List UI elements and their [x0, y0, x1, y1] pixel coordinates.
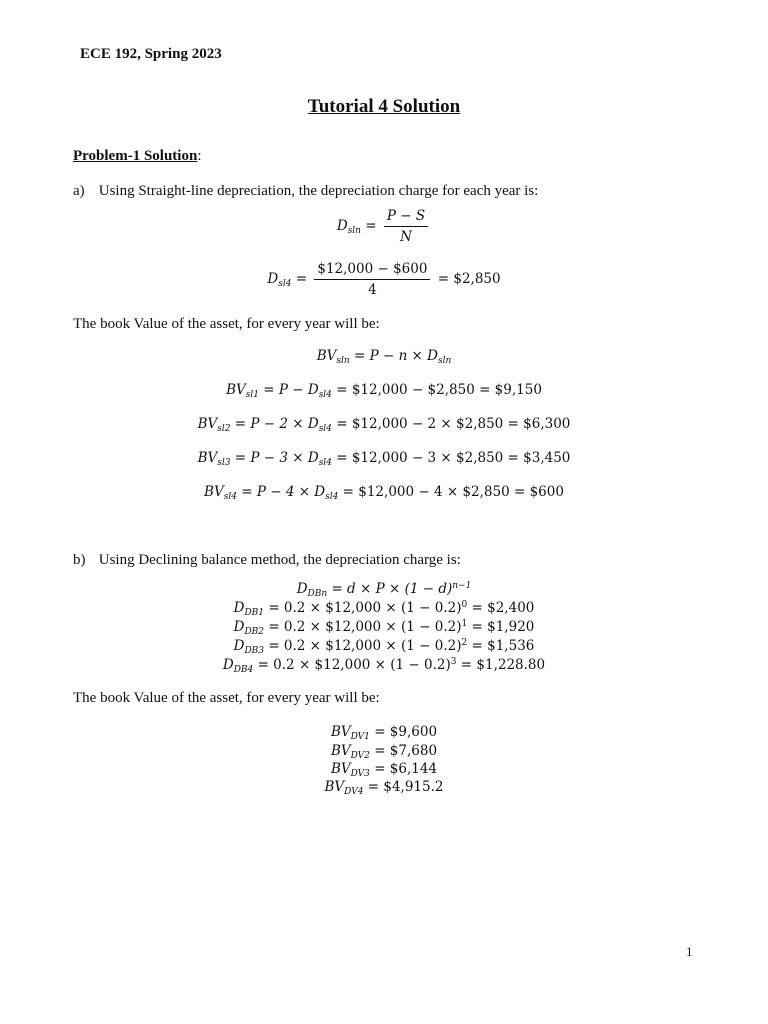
part-a-text: Using Straight-line depreciation, the depreciation charge for each year is: [98, 183, 539, 199]
calc-result: = $2,850 [437, 271, 501, 287]
db-row-lhs: D [233, 638, 245, 654]
bv-row-calc: = $12,000 − 3 × $2,850 = $3,450 [336, 450, 571, 466]
page-number: 1 [686, 944, 693, 959]
db-depreciation-row [0, 657, 768, 673]
db-book-value-row [0, 743, 768, 759]
db-row-result: = $2,400 [471, 600, 535, 616]
sl-book-value-row [0, 450, 768, 466]
db-row-result: = $1,920 [471, 619, 535, 635]
db-row-rhs: = 0.2 × $12,000 × (1 − 0.2) [268, 619, 462, 635]
problem-heading-colon: : [197, 148, 202, 164]
db-row-sup: 1 [461, 619, 468, 629]
bv-row-dsub: sl4 [325, 492, 339, 502]
formula-lhs-sub: sln [347, 226, 361, 236]
db-bv-value: = $4,915.2 [367, 779, 444, 795]
db-bv-lhs: BV [330, 743, 351, 759]
db-row-rhs: = 0.2 × $12,000 × (1 − 0.2) [257, 657, 451, 673]
bv-formula-rhs: = P − n × D [353, 348, 438, 364]
problem-heading [73, 148, 202, 165]
bv-row-calc: = $12,000 − 4 × $2,850 = $600 [342, 484, 564, 500]
course-header: ECE 192, Spring 2023 [80, 46, 222, 62]
bv-row-sub: sl4 [223, 492, 237, 502]
db-bv-value: = $9,600 [374, 724, 438, 740]
db-row-sub: DB1 [244, 608, 265, 618]
bv-row-dsub: sl4 [318, 458, 332, 468]
db-formula-rhs: = d × P × (1 − d) [331, 581, 453, 597]
db-formula-sup: n−1 [452, 581, 472, 591]
db-bv-sub: DV1 [350, 732, 370, 742]
db-bv-value: = $6,144 [374, 761, 438, 777]
bv-row-calc: = $12,000 − 2 × $2,850 = $6,300 [336, 416, 571, 432]
bv-row-sub: sl1 [245, 390, 259, 400]
db-bv-sub: DV2 [350, 751, 370, 761]
bv-row-lhs: BV [226, 382, 246, 398]
db-book-value-row [0, 779, 768, 795]
bv-row-sub: sl3 [217, 458, 231, 468]
bv-row-expr: = P − 3 × D [234, 450, 319, 466]
db-bv-lhs: BV [324, 779, 345, 795]
bv-row-expr: = P − 2 × D [234, 416, 319, 432]
db-book-value-row [0, 761, 768, 777]
db-row-sub: DB2 [244, 627, 265, 637]
part-a-bv-intro: The book Value of the asset, for every year will be: [73, 316, 380, 332]
db-formula-sub: DBn [307, 589, 328, 599]
calc-lhs-sub: sl4 [278, 279, 292, 289]
part-b-text: Using Declining balance method, the depreciation charge is: [98, 552, 461, 568]
page-title: Tutorial 4 Solution [307, 96, 461, 117]
problem-heading-label: Problem-1 Solution [73, 148, 198, 164]
part-a-intro [73, 183, 538, 200]
part-b-bv-intro: The book Value of the asset, for every year will be: [73, 690, 380, 706]
db-row-rhs: = 0.2 × $12,000 × (1 − 0.2) [268, 600, 462, 616]
bv-row-lhs: BV [204, 484, 224, 500]
part-a-label: a) [73, 183, 85, 199]
calc-denominator: 4 [368, 282, 377, 298]
db-row-lhs: D [233, 619, 245, 635]
db-bv-lhs: BV [330, 761, 351, 777]
db-row-sup: 2 [461, 638, 468, 648]
bv-formula-lhs-sub: sln [336, 356, 350, 366]
part-b-intro [73, 552, 461, 569]
bv-row-lhs: BV [197, 416, 218, 432]
db-row-sup: 3 [450, 657, 457, 667]
db-row-lhs: D [233, 600, 245, 616]
sl-depreciation-formula: $D_{sln}$ = $\frac{P - S}{N}$ [0, 208, 768, 245]
db-row-rhs: = 0.2 × $12,000 × (1 − 0.2) [268, 638, 462, 654]
bv-row-calc: = $12,000 − $2,850 = $9,150 [336, 382, 542, 398]
formula-denominator: N [400, 229, 412, 245]
bv-row-lhs: BV [197, 450, 218, 466]
db-row-sub: DB3 [244, 646, 265, 656]
db-row-sub: DB4 [233, 665, 254, 675]
db-row-sup: 0 [461, 600, 468, 610]
bv-row-dsub: sl4 [318, 390, 332, 400]
formula-fraction [384, 208, 428, 245]
sl-depreciation-calc: $D_{sl4}$ = $\frac{\$12,000 - \$600}{4}$ = $2,850 [267, 261, 501, 298]
bv-formula-lhs: BV [316, 348, 337, 364]
db-bv-value: = $7,680 [374, 743, 438, 759]
sl-book-value-row [0, 382, 768, 398]
sl-book-value-formula [0, 348, 768, 364]
calc-numerator: $12,000 − $600 [314, 261, 430, 280]
bv-row-expr: = P − 4 × D [241, 484, 326, 500]
db-bv-sub: DV3 [350, 769, 370, 779]
sl-book-value-row [0, 484, 768, 500]
db-row-lhs: D [222, 657, 234, 673]
db-bv-lhs: BV [330, 724, 351, 740]
bv-row-sub: sl2 [217, 424, 231, 434]
bv-row-dsub: sl4 [318, 424, 332, 434]
db-book-value-row [0, 724, 768, 740]
db-depreciation-formula [0, 581, 768, 597]
db-row-result: = $1,228.80 [460, 657, 546, 673]
db-depreciation-row [0, 619, 768, 635]
part-b-label: b) [73, 552, 86, 568]
db-bv-sub: DV4 [344, 787, 364, 797]
db-depreciation-row [0, 600, 768, 616]
calc-lhs: D [267, 271, 279, 287]
sl-book-value-row [0, 416, 768, 432]
formula-numerator: P − S [384, 208, 428, 227]
bv-row-expr: = P − D [263, 382, 319, 398]
calc-fraction [314, 261, 430, 298]
formula-lhs: D [336, 218, 348, 234]
bv-formula-rhs-sub: sln [437, 356, 452, 366]
db-depreciation-row [0, 638, 768, 654]
db-formula-lhs: D [296, 581, 308, 597]
db-row-result: = $1,536 [471, 638, 535, 654]
